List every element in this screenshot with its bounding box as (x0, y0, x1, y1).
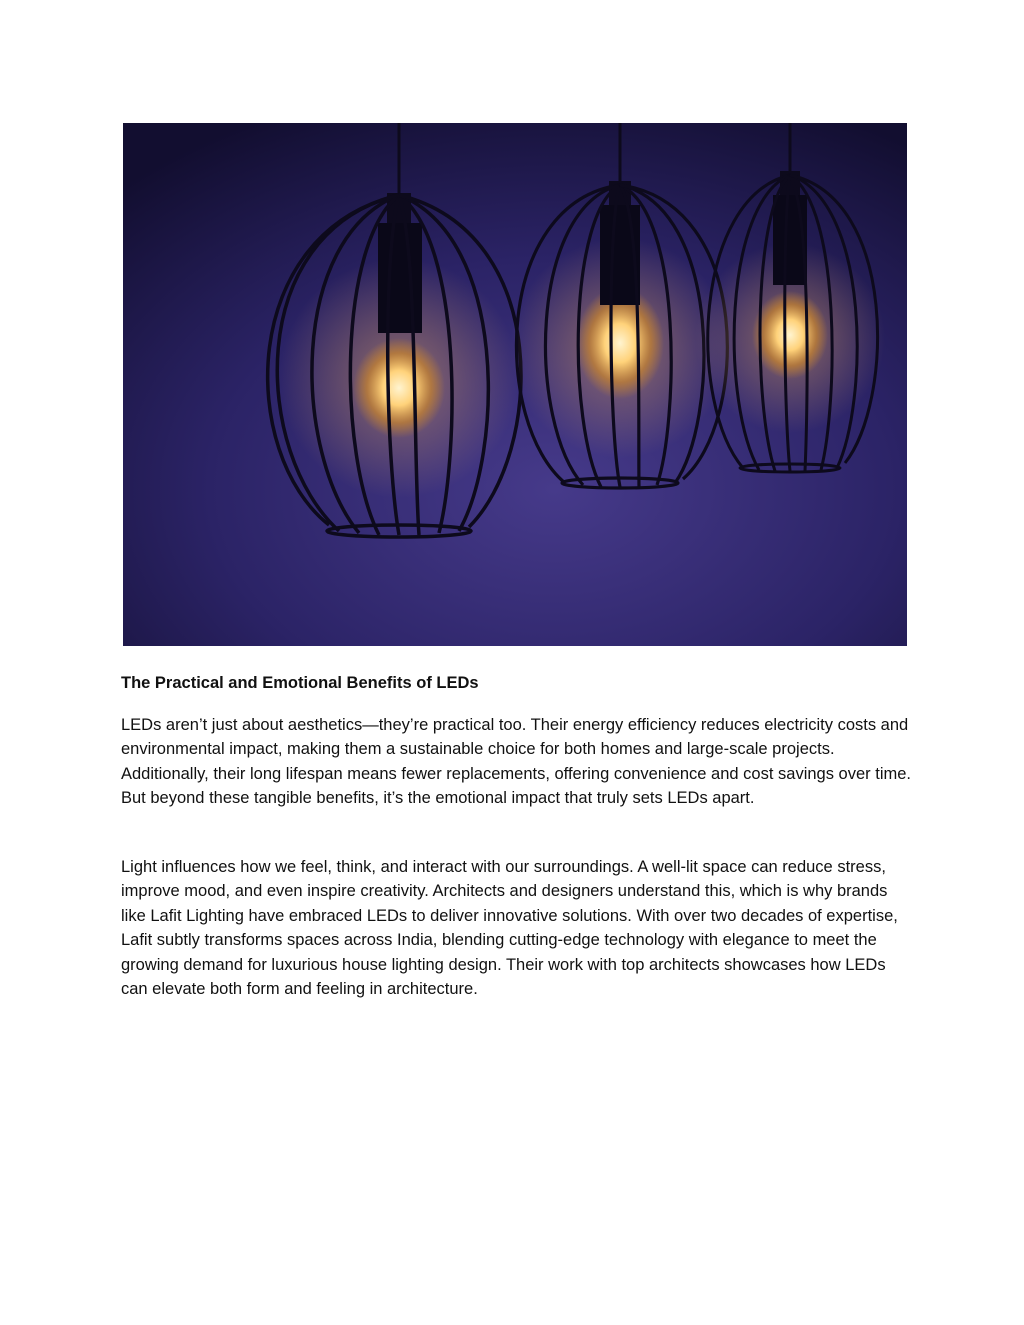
paragraph-1: LEDs aren’t just about aesthetics—they’re practical too. Their energy efficiency reduces electricity costs and environmental impact, making them a sustainable choice for both homes and large-scale projects. Additionally, their long lifespan means fewer replacements, offering convenience and cost savings over time. But beyond these tangible benefits, it’s the emotional impact that truly sets LEDs apart. (121, 716, 911, 808)
pendant-lamps-icon (123, 123, 907, 646)
section-heading: The Practical and Emotional Benefits of LEDs (121, 674, 479, 692)
paragraph-2: Light influences how we feel, think, and interact with our surroundings. A well-lit space can reduce stress, improve mood, and even inspire creativity. Architects and designers understand this, which is why brands like Lafit Lighting have embraced LEDs to deliver innovative solutions. With over two decades of expertise, Lafit subtly transforms spaces across India, blending cutting-edge technology with elegance to meet the growing demand for luxurious house lighting design. Their work with top architects showcases how LEDs can elevate both form and feeling in architecture. (121, 858, 898, 999)
pendant-lamps-photo (123, 123, 907, 646)
